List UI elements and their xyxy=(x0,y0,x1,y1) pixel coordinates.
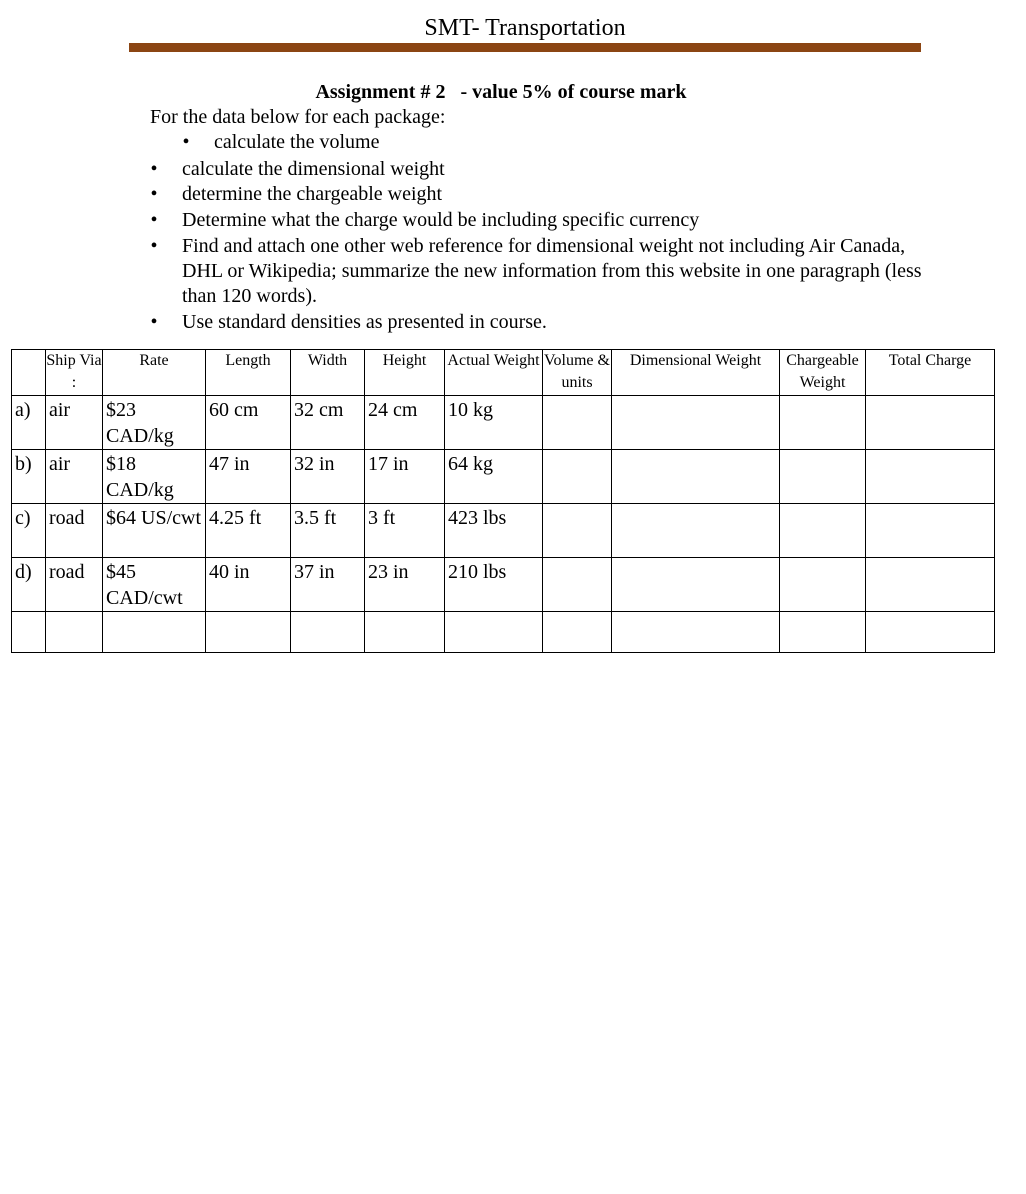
table-cell: 4.25 ft xyxy=(206,504,291,558)
bullet-icon: • xyxy=(150,235,158,257)
table-cell xyxy=(543,558,612,612)
table-cell: 3.5 ft xyxy=(291,504,365,558)
table-header-cell: Length xyxy=(206,350,291,396)
table-header-cell: Ship Via : xyxy=(46,350,103,396)
table-cell: 10 kg xyxy=(445,396,543,450)
table-cell: air xyxy=(46,450,103,504)
bullet-icon: • xyxy=(150,158,158,180)
table-cell: c) xyxy=(12,504,46,558)
table-cell xyxy=(365,612,445,653)
table-cell: 17 in xyxy=(365,450,445,504)
table-cell: 37 in xyxy=(291,558,365,612)
table-cell xyxy=(291,612,365,653)
table-cell xyxy=(543,612,612,653)
instruction-text: Determine what the charge would be including specific currency xyxy=(182,209,700,231)
table-header-cell: Height xyxy=(365,350,445,396)
table-cell: 23 in xyxy=(365,558,445,612)
table-row xyxy=(12,396,995,450)
table-cell xyxy=(103,612,206,653)
table-cell xyxy=(866,504,995,558)
table-cell: road xyxy=(46,558,103,612)
table-row xyxy=(12,504,995,558)
table-header-cell: Volume & units xyxy=(543,350,612,396)
table-cell: air xyxy=(46,396,103,450)
bullet-icon: • xyxy=(150,183,158,205)
instruction-text: calculate the dimensional weight xyxy=(182,158,445,180)
table-header-cell xyxy=(12,350,46,396)
table-row xyxy=(12,612,995,653)
table-cell xyxy=(612,450,780,504)
table-cell: 423 lbs xyxy=(445,504,543,558)
table-header-cell: Actual Weight xyxy=(445,350,543,396)
assignment-title: Assignment # 2 - value 5% of course mark xyxy=(315,81,687,103)
table-cell: 64 kg xyxy=(445,450,543,504)
table-cell: 210 lbs xyxy=(445,558,543,612)
bullet-icon: • xyxy=(150,311,158,333)
table-cell: b) xyxy=(12,450,46,504)
table-header-cell: Dimensional Weight xyxy=(612,350,780,396)
table-cell xyxy=(612,396,780,450)
table-cell xyxy=(866,558,995,612)
instruction-text: determine the chargeable weight xyxy=(182,183,443,205)
table-cell: $18 CAD/kg xyxy=(103,450,206,504)
table-header-cell: Total Charge xyxy=(866,350,995,396)
table-cell xyxy=(12,612,46,653)
table-cell: 32 cm xyxy=(291,396,365,450)
table-cell xyxy=(543,396,612,450)
table-cell: a) xyxy=(12,396,46,450)
table-cell: 47 in xyxy=(206,450,291,504)
table-cell xyxy=(780,612,866,653)
table-cell: $64 US/cwt xyxy=(103,504,206,558)
instruction-text: Use standard densities as presented in course. xyxy=(182,311,547,333)
table-cell: $23 CAD/kg xyxy=(103,396,206,450)
table-cell: 24 cm xyxy=(365,396,445,450)
package-data-table xyxy=(11,349,995,653)
instruction-text: calculate the volume xyxy=(214,131,380,153)
table-cell xyxy=(445,612,543,653)
table-cell xyxy=(543,504,612,558)
table-cell: $45 CAD/cwt xyxy=(103,558,206,612)
table-cell xyxy=(206,612,291,653)
table-header-cell: Chargeable Weight xyxy=(780,350,866,396)
instruction-text: Find and attach one other web reference for dimensional weight not including Air Canada, DHL or Wikipedia; summarize the new information from this website in one paragraph (less than 120 words). xyxy=(182,235,922,307)
table-cell xyxy=(866,612,995,653)
page-header-title: SMT- Transportation xyxy=(424,15,626,41)
table-cell xyxy=(543,450,612,504)
table-cell xyxy=(612,504,780,558)
table-cell xyxy=(46,612,103,653)
table-cell xyxy=(866,450,995,504)
table-cell xyxy=(612,558,780,612)
table-header-cell: Width xyxy=(291,350,365,396)
table-cell: road xyxy=(46,504,103,558)
table-cell xyxy=(780,450,866,504)
table-cell: 32 in xyxy=(291,450,365,504)
table-cell xyxy=(780,558,866,612)
table-header-row xyxy=(12,350,995,396)
table-cell xyxy=(780,504,866,558)
table-cell: 3 ft xyxy=(365,504,445,558)
table-cell: d) xyxy=(12,558,46,612)
table-row xyxy=(12,558,995,612)
table-cell xyxy=(780,396,866,450)
bullet-icon: • xyxy=(182,131,190,153)
table-cell: 40 in xyxy=(206,558,291,612)
table-cell: 60 cm xyxy=(206,396,291,450)
bullet-icon: • xyxy=(150,209,158,231)
table-cell xyxy=(612,612,780,653)
header-divider xyxy=(129,43,921,52)
table-cell xyxy=(866,396,995,450)
table-row xyxy=(12,450,995,504)
assignment-intro: For the data below for each package: xyxy=(150,106,446,128)
table-header-cell: Rate xyxy=(103,350,206,396)
